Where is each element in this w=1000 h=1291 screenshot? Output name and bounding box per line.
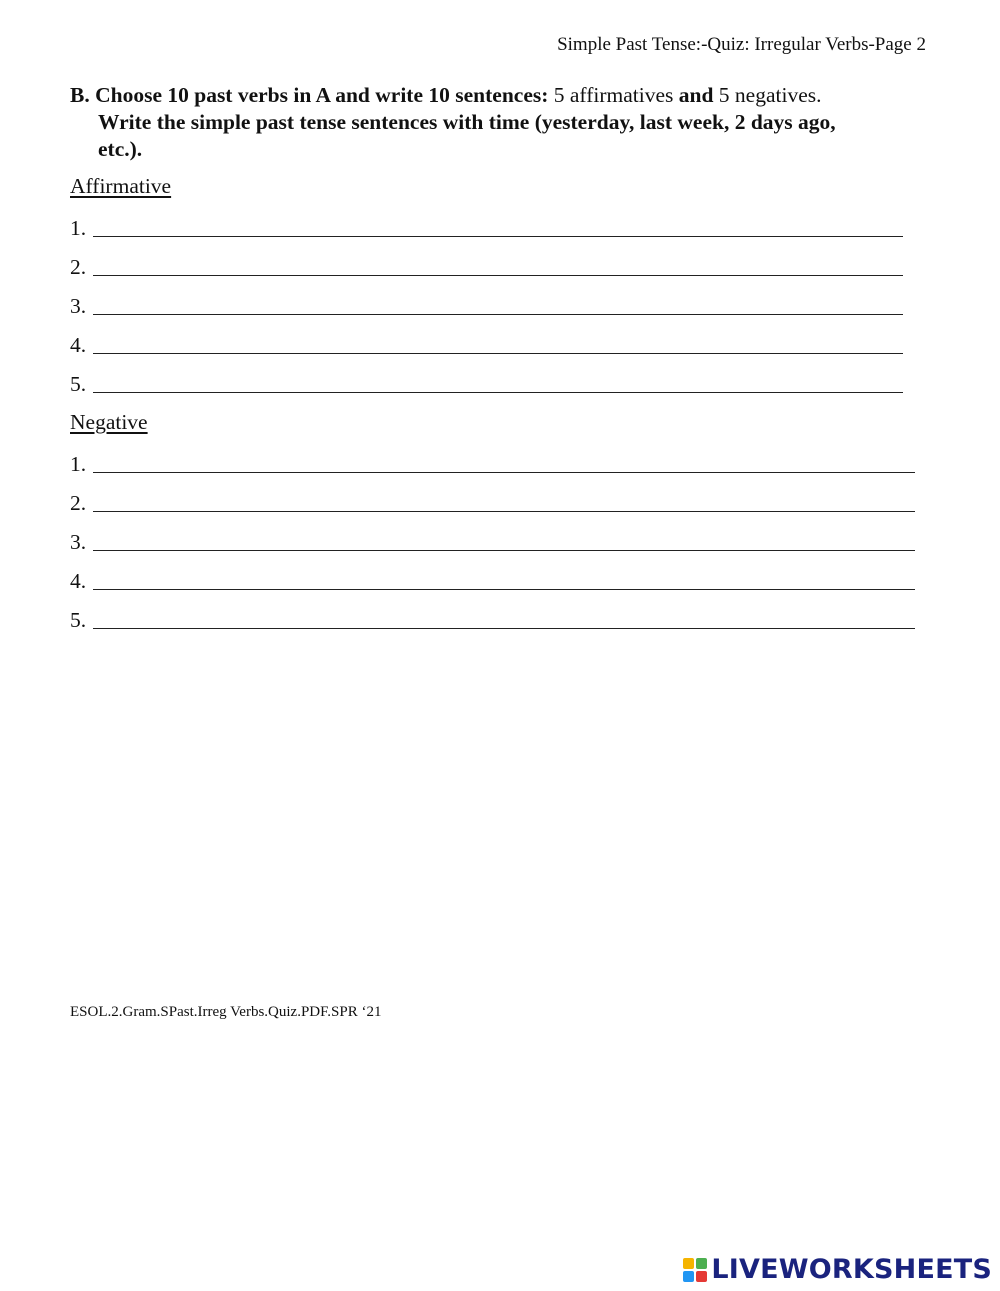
answer-blank[interactable]: [93, 628, 915, 629]
logo-square-icon: [696, 1258, 707, 1269]
instructions-part-2: 5 affirmatives: [548, 83, 679, 107]
logo-squares-icon: [683, 1258, 707, 1282]
logo-square-icon: [696, 1271, 707, 1282]
instructions-line-2: Write the simple past tense sentences with time (yesterday, last week, 2 days ago,: [98, 110, 836, 134]
answer-blank[interactable]: [93, 472, 915, 473]
item-number: 2.: [70, 255, 87, 279]
instructions-line-3: etc.).: [98, 137, 143, 161]
item-number: 2.: [70, 491, 87, 515]
item-number: 5.: [70, 608, 87, 632]
answer-blank[interactable]: [93, 589, 915, 590]
item-number: 1.: [70, 216, 87, 240]
footer-document-code: ESOL.2.Gram.SPast.Irreg Verbs.Quiz.PDF.SPR ‘21: [70, 1004, 382, 1020]
negative-item-2: [70, 485, 915, 515]
instructions-line-1: [70, 82, 900, 109]
answer-blank[interactable]: [93, 353, 903, 354]
page-header: Simple Past Tense:-Quiz: Irregular Verbs-Page 2: [557, 34, 926, 55]
affirmative-item-2: [70, 249, 903, 279]
negative-item-5: [70, 602, 915, 632]
answer-blank[interactable]: [93, 511, 915, 512]
logo-square-icon: [683, 1271, 694, 1282]
logo-text: LIVEWORKSHEETS: [711, 1254, 992, 1285]
item-number: 3.: [70, 294, 87, 318]
affirmative-item-4: [70, 327, 903, 357]
instructions-part-4: 5 negatives.: [713, 83, 822, 107]
item-number: 1.: [70, 452, 87, 476]
instructions: [70, 82, 900, 163]
negative-heading: Negative: [70, 410, 148, 434]
affirmative-item-3: [70, 288, 903, 318]
negative-item-1: [70, 446, 915, 476]
item-number: 3.: [70, 530, 87, 554]
affirmative-item-1: [70, 210, 903, 240]
answer-blank[interactable]: [93, 236, 903, 237]
instructions-part-3: and: [678, 83, 714, 107]
item-number: 4.: [70, 333, 87, 357]
logo-square-icon: [683, 1258, 694, 1269]
answer-blank[interactable]: [93, 314, 903, 315]
item-number: 5.: [70, 372, 87, 396]
affirmative-item-5: [70, 366, 903, 396]
affirmative-heading: Affirmative: [70, 174, 172, 198]
negative-item-4: [70, 563, 915, 593]
answer-blank[interactable]: [93, 392, 903, 393]
answer-blank[interactable]: [93, 275, 903, 276]
instructions-part-1: B. Choose 10 past verbs in A and write 10 sentences:: [70, 83, 549, 107]
answer-blank[interactable]: [93, 550, 915, 551]
negative-item-3: [70, 524, 915, 554]
item-number: 4.: [70, 569, 87, 593]
liveworksheets-logo: [683, 1255, 992, 1285]
